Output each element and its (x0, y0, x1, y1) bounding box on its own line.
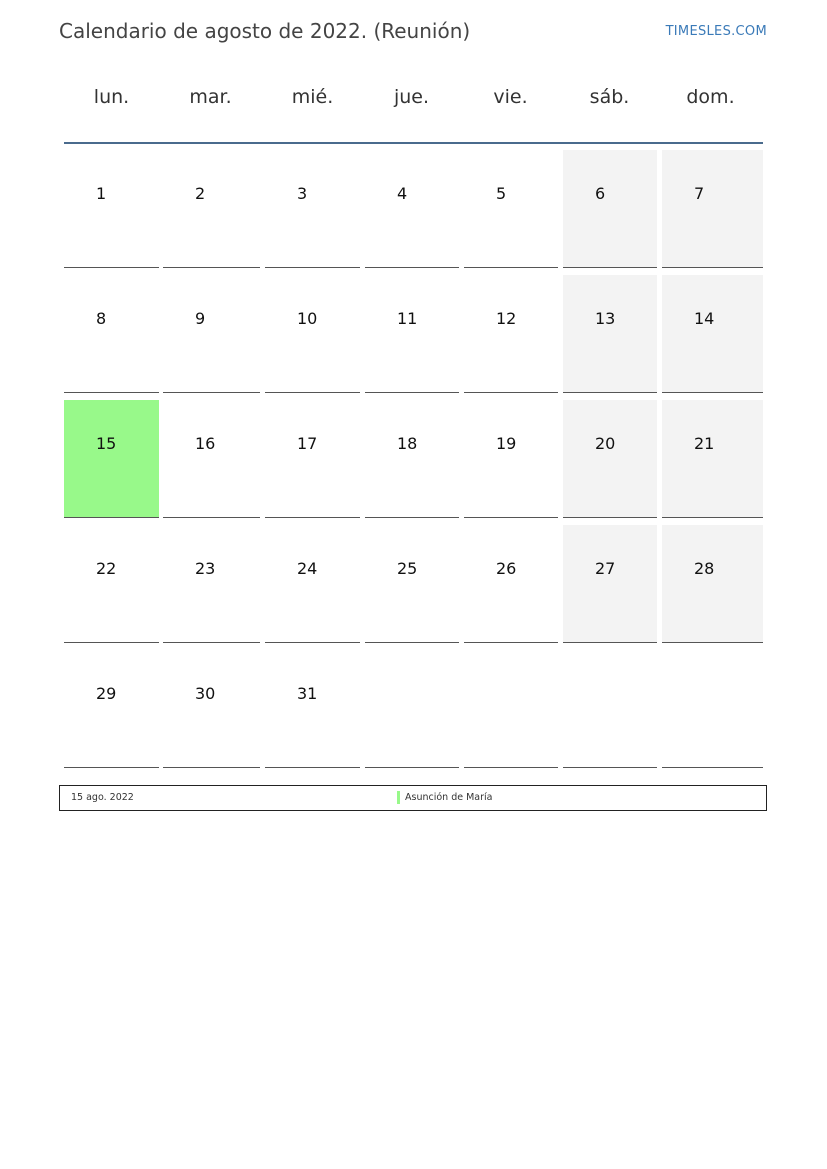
day-cell[interactable] (464, 525, 558, 643)
day-number: 4 (397, 184, 408, 203)
day-cell[interactable] (563, 525, 657, 643)
day-cell[interactable] (265, 650, 360, 768)
day-cell[interactable] (563, 150, 657, 268)
cell-bottom-rule (163, 392, 260, 393)
holiday-name: Asunción de María (405, 792, 493, 803)
cell-bottom-rule (365, 392, 459, 393)
cell-bottom-rule (64, 642, 159, 643)
day-cell[interactable] (163, 150, 260, 268)
empty-day-cell (563, 650, 657, 768)
cell-bottom-rule (365, 517, 459, 518)
empty-day-cell (365, 650, 459, 768)
day-number: 2 (195, 184, 206, 203)
cell-bottom-rule (163, 517, 260, 518)
empty-day-cell (662, 650, 763, 768)
day-number: 16 (195, 434, 216, 453)
day-number: 31 (297, 684, 318, 703)
day-number: 5 (496, 184, 507, 203)
day-cell[interactable] (163, 400, 260, 518)
cell-bottom-rule (265, 517, 360, 518)
cell-bottom-rule (64, 517, 159, 518)
day-cell[interactable] (64, 150, 159, 268)
day-number: 30 (195, 684, 216, 703)
day-number: 25 (397, 559, 418, 578)
cell-bottom-rule (365, 642, 459, 643)
cell-bottom-rule (64, 767, 159, 768)
day-cell[interactable] (265, 400, 360, 518)
brand-link[interactable]: TIMESLES.COM (665, 24, 767, 39)
cell-bottom-rule (265, 767, 360, 768)
day-number: 19 (496, 434, 517, 453)
day-cell[interactable] (563, 275, 657, 393)
cell-bottom-rule (662, 517, 763, 518)
empty-day-cell (464, 650, 558, 768)
day-number: 17 (297, 434, 318, 453)
cell-bottom-rule (563, 517, 657, 518)
day-cell[interactable] (662, 150, 763, 268)
weekday-header: vie. (493, 86, 528, 108)
cell-bottom-rule (163, 642, 260, 643)
day-number: 15 (96, 434, 117, 453)
weekday-header: jue. (393, 86, 430, 108)
day-cell[interactable] (64, 275, 159, 393)
day-cell[interactable] (265, 275, 360, 393)
weekday-header-row (62, 86, 764, 122)
holiday-color-marker (397, 791, 400, 804)
day-number: 9 (195, 309, 206, 328)
cell-bottom-rule (163, 267, 260, 268)
cell-bottom-rule (563, 642, 657, 643)
day-number: 13 (595, 309, 616, 328)
day-cell[interactable] (464, 275, 558, 393)
weekday-header: mié. (291, 86, 334, 108)
cell-bottom-rule (563, 267, 657, 268)
cell-bottom-rule (464, 267, 558, 268)
day-cell[interactable] (662, 275, 763, 393)
day-cell[interactable] (365, 525, 459, 643)
day-number: 26 (496, 559, 517, 578)
day-number: 22 (96, 559, 117, 578)
cell-bottom-rule (563, 392, 657, 393)
day-cell[interactable] (163, 650, 260, 768)
cell-bottom-rule (163, 767, 260, 768)
day-cell[interactable] (365, 150, 459, 268)
cell-bottom-rule (265, 642, 360, 643)
weekday-header: lun. (93, 86, 130, 108)
cell-bottom-rule (464, 642, 558, 643)
cell-bottom-rule (265, 267, 360, 268)
cell-bottom-rule (365, 767, 459, 768)
day-cell[interactable] (464, 150, 558, 268)
day-number: 18 (397, 434, 418, 453)
cell-bottom-rule (64, 267, 159, 268)
cell-bottom-rule (265, 392, 360, 393)
day-cell[interactable] (265, 525, 360, 643)
day-number: 12 (496, 309, 517, 328)
weekday-header: sáb. (589, 86, 630, 108)
cell-bottom-rule (662, 267, 763, 268)
cell-bottom-rule (64, 392, 159, 393)
day-number: 27 (595, 559, 616, 578)
weekday-header: mar. (189, 86, 232, 108)
day-number: 10 (297, 309, 318, 328)
cell-bottom-rule (464, 392, 558, 393)
holiday-legend (59, 785, 767, 811)
weekday-header: dom. (686, 86, 735, 108)
cell-bottom-rule (464, 517, 558, 518)
day-number: 21 (694, 434, 715, 453)
day-number: 7 (694, 184, 705, 203)
cell-bottom-rule (365, 267, 459, 268)
day-cell[interactable] (163, 525, 260, 643)
holiday-date: 15 ago. 2022 (71, 792, 134, 803)
day-number: 23 (195, 559, 216, 578)
day-number: 3 (297, 184, 308, 203)
day-cell[interactable] (64, 650, 159, 768)
day-number: 24 (297, 559, 318, 578)
day-cell[interactable] (64, 525, 159, 643)
day-cell[interactable] (563, 400, 657, 518)
day-number: 1 (96, 184, 107, 203)
day-cell[interactable] (662, 525, 763, 643)
day-cell[interactable] (163, 275, 260, 393)
day-number: 6 (595, 184, 606, 203)
day-number: 29 (96, 684, 117, 703)
day-number: 20 (595, 434, 616, 453)
day-cell[interactable] (464, 400, 558, 518)
cell-bottom-rule (662, 392, 763, 393)
header-divider (64, 142, 763, 144)
day-cell[interactable] (662, 400, 763, 518)
page-title: Calendario de agosto de 2022. (Reunión) (59, 19, 471, 43)
cell-bottom-rule (662, 767, 763, 768)
day-number: 28 (694, 559, 715, 578)
day-cell[interactable] (365, 275, 459, 393)
day-number: 14 (694, 309, 715, 328)
day-cell[interactable] (64, 400, 159, 518)
day-number: 8 (96, 309, 107, 328)
cell-bottom-rule (662, 642, 763, 643)
day-cell[interactable] (265, 150, 360, 268)
day-cell[interactable] (365, 400, 459, 518)
cell-bottom-rule (464, 767, 558, 768)
cell-bottom-rule (563, 767, 657, 768)
day-number: 11 (397, 309, 418, 328)
